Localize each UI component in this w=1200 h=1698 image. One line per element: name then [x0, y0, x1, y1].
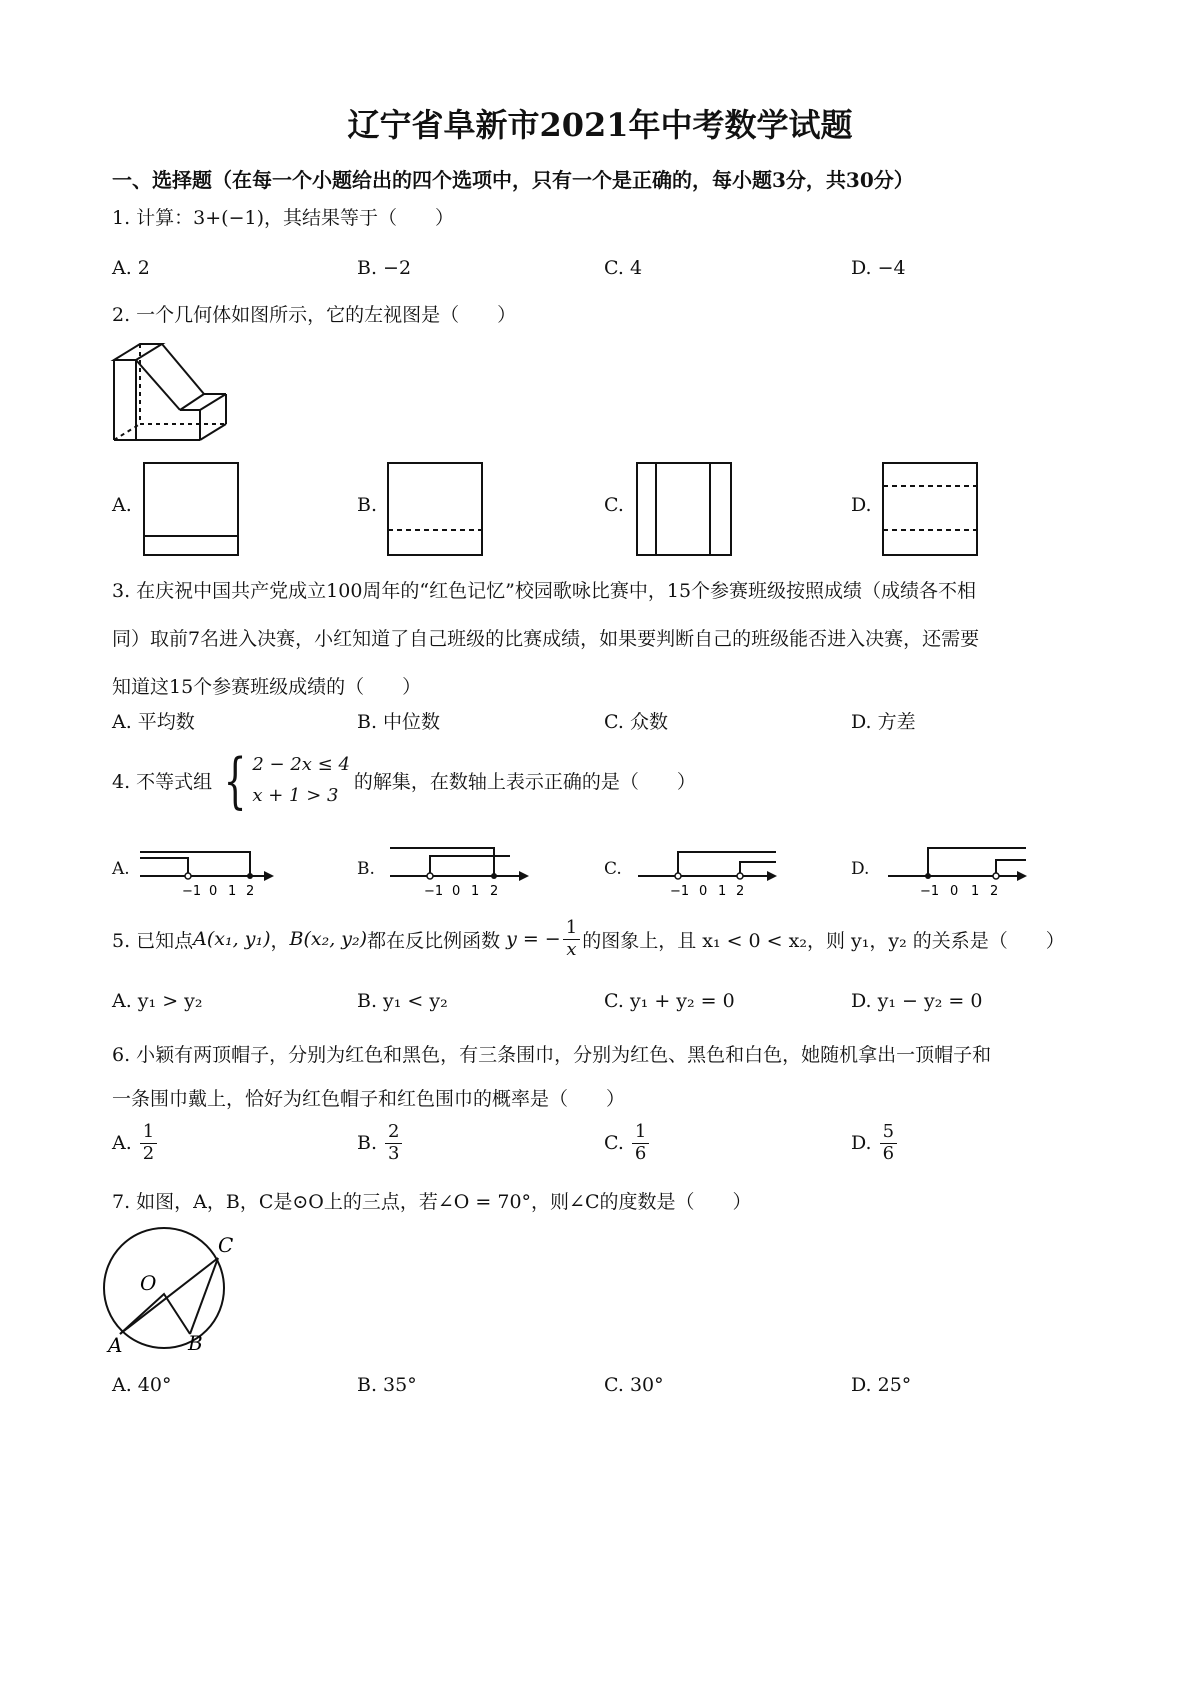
- q2-option-d[interactable]: D.: [851, 494, 872, 516]
- q1-option-d[interactable]: D. −4: [851, 257, 906, 279]
- q4-option-b[interactable]: B.: [357, 859, 375, 879]
- q7-circle-figure: [100, 1222, 260, 1357]
- q5-point-b: B(x₂, y₂): [289, 928, 368, 951]
- q2-view-b[interactable]: [387, 462, 483, 556]
- q2-option-b[interactable]: B.: [357, 494, 378, 516]
- q2-view-c[interactable]: [636, 462, 732, 556]
- q4b-tick-label: 1: [471, 884, 480, 899]
- q6-fraction-denominator: 2: [142, 1142, 155, 1164]
- q4a-tick-label: −1: [182, 884, 202, 899]
- q6-fraction-denominator: 6: [634, 1142, 647, 1164]
- q6-option-a[interactable]: [112, 1122, 159, 1164]
- q4-inequality-2: x + 1 > 3: [252, 784, 339, 806]
- q5-condition: 的图象上，且 x₁ < 0 < x₂，则 y₁，y₂ 的关系是（ ）: [582, 929, 1065, 952]
- q4b-tick-label: 2: [490, 884, 499, 899]
- q4a-tick-label: 1: [228, 884, 237, 899]
- q1-option-a[interactable]: A. 2: [112, 257, 150, 279]
- q7-option-a[interactable]: A. 40°: [112, 1374, 172, 1396]
- q4-number-line-d[interactable]: [888, 842, 1028, 898]
- q2-option-a[interactable]: A.: [112, 494, 132, 516]
- q4-option-d[interactable]: D.: [851, 859, 870, 879]
- q6-option-c[interactable]: [604, 1122, 651, 1164]
- q4d-tick-label: 2: [990, 884, 999, 899]
- q4d-tick-label: −1: [920, 884, 940, 899]
- q3-option-b[interactable]: B. 中位数: [357, 711, 441, 733]
- q6-fraction-numerator: 2: [385, 1122, 402, 1144]
- question-5: [112, 918, 1065, 960]
- q5-option-b[interactable]: B. y₁ < y₂: [357, 990, 448, 1012]
- question-6-line-1: 6. 小颖有两顶帽子，分别为红色和黑色，有三条围巾，分别为红色、黑色和白色，她随机拿出一顶帽子和: [112, 1044, 992, 1066]
- q4-inequality-1: 2 − 2x ≤ 4: [252, 754, 350, 775]
- q6-fraction-numerator: 1: [140, 1122, 157, 1144]
- q4-inequality-system: [216, 745, 350, 816]
- q5-option-d[interactable]: D. y₁ − y₂ = 0: [851, 990, 983, 1012]
- q7-label-b: B: [188, 1331, 203, 1355]
- q4-brace: {: [223, 745, 247, 816]
- q4-suffix: 的解集，在数轴上表示正确的是（ ）: [353, 771, 696, 794]
- q4-option-a[interactable]: A.: [112, 859, 130, 879]
- question-2: 2. 一个几何体如图所示，它的左视图是（ ）: [112, 304, 517, 326]
- q6-option-letter: C.: [604, 1132, 624, 1155]
- q6-option-d[interactable]: [851, 1122, 899, 1164]
- q5-fraction-denominator: x: [566, 938, 577, 960]
- question-3-line-3: 知道这15个参赛班级成绩的（ ）: [112, 676, 422, 698]
- question-6-line-2: 一条围巾戴上，恰好为红色帽子和红色围巾的概率是（ ）: [112, 1088, 626, 1110]
- q5-point-a: A(x₁, y₁): [193, 928, 271, 951]
- q4a-tick-label: 2: [246, 884, 255, 899]
- q7-label-a: A: [108, 1333, 123, 1357]
- q4d-tick-label: 0: [950, 884, 959, 899]
- q4b-tick-label: −1: [424, 884, 444, 899]
- question-1: 1. 计算：3+(−1)，其结果等于（ ）: [112, 207, 455, 229]
- q6-fraction-denominator: 6: [882, 1142, 895, 1164]
- q4-number-line-c[interactable]: [638, 842, 778, 898]
- q4c-tick-label: 2: [736, 884, 745, 899]
- q6-fraction-denominator: 3: [388, 1142, 400, 1164]
- q3-option-c[interactable]: C. 众数: [604, 711, 668, 733]
- question-3-line-1: 3. 在庆祝中国共产党成立100周年的“红色记忆”校园歌咏比赛中，15个参赛班级按照成绩（成绩各不相: [112, 580, 977, 602]
- q1-option-c[interactable]: C. 4: [604, 257, 643, 279]
- q6-fraction-numerator: 5: [880, 1122, 897, 1144]
- q7-label-c: C: [218, 1233, 234, 1257]
- q5-function-fraction: [563, 918, 580, 960]
- q5-fraction-numerator: 1: [563, 918, 580, 940]
- q6-option-letter: D.: [851, 1132, 872, 1155]
- q5-function-lhs: y = −: [506, 928, 561, 951]
- q7-label-o: O: [140, 1271, 157, 1295]
- q4b-tick-label: 0: [452, 884, 461, 899]
- q7-option-c[interactable]: C. 30°: [604, 1374, 664, 1396]
- q5-mid: 都在反比例函数: [367, 929, 501, 952]
- q3-option-a[interactable]: A. 平均数: [112, 711, 195, 733]
- q2-view-d[interactable]: [882, 462, 978, 556]
- page-title: 辽宁省阜新市2021年中考数学试题: [347, 106, 853, 144]
- q4-number-line-b[interactable]: [390, 842, 530, 898]
- q6-option-b[interactable]: [357, 1122, 404, 1164]
- q4c-tick-label: −1: [670, 884, 690, 899]
- question-7: 7. 如图，A，B，C是⊙O上的三点，若∠O = 70°，则∠C的度数是（ ）: [112, 1191, 752, 1213]
- q6-option-fraction: [880, 1122, 897, 1164]
- q4c-tick-label: 1: [718, 884, 727, 899]
- q6-option-fraction: [385, 1122, 402, 1164]
- q6-fraction-numerator: 1: [632, 1122, 649, 1144]
- q4a-tick-label: 0: [209, 884, 218, 899]
- q1-option-b[interactable]: B. −2: [357, 257, 412, 279]
- q6-option-letter: A.: [112, 1132, 132, 1155]
- q2-view-a[interactable]: [143, 462, 239, 556]
- q4-number-line-a[interactable]: [140, 842, 275, 898]
- q5-option-a[interactable]: A. y₁ > y₂: [112, 990, 203, 1012]
- q6-option-letter: B.: [357, 1132, 378, 1155]
- q7-option-d[interactable]: D. 25°: [851, 1374, 912, 1396]
- q4-prefix: 4. 不等式组: [112, 771, 213, 794]
- q4d-tick-label: 1: [971, 884, 980, 899]
- q5-separator: ，: [270, 929, 290, 952]
- question-4: [112, 745, 696, 816]
- q4c-tick-label: 0: [699, 884, 708, 899]
- q5-option-c[interactable]: C. y₁ + y₂ = 0: [604, 990, 735, 1012]
- q5-prefix: 5. 已知点: [112, 929, 194, 952]
- q6-option-fraction: [140, 1122, 157, 1164]
- q2-option-c[interactable]: C.: [604, 494, 624, 516]
- q4-option-c[interactable]: C.: [604, 859, 622, 879]
- q7-option-b[interactable]: B. 35°: [357, 1374, 417, 1396]
- q2-solid-figure: [110, 338, 240, 448]
- question-3-line-2: 同）取前7名进入决赛，小红知道了自己班级的比赛成绩，如果要判断自己的班级能否进入决赛，还需要: [112, 628, 980, 650]
- q3-option-d[interactable]: D. 方差: [851, 711, 916, 733]
- q6-option-fraction: [632, 1122, 649, 1164]
- section-heading: 一、选择题（在每一个小题给出的四个选项中，只有一个是正确的，每小题3分，共30分）: [112, 168, 914, 192]
